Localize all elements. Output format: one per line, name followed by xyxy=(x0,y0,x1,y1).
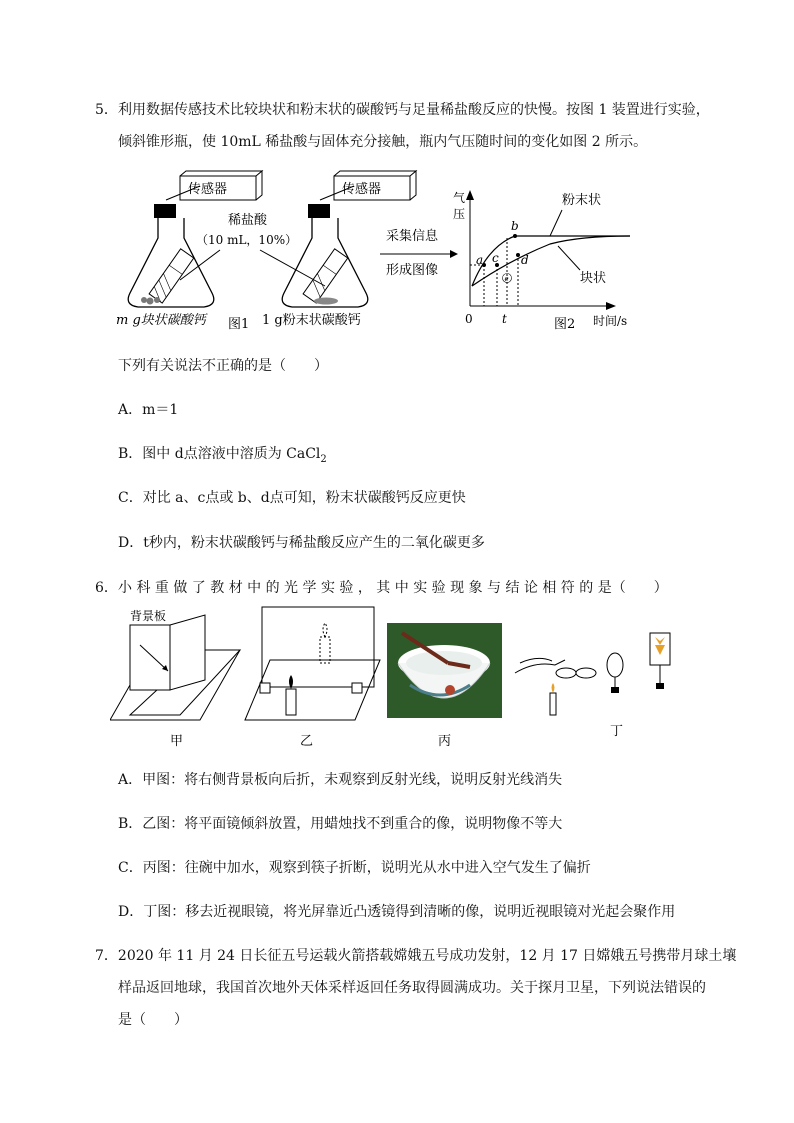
x-axis-label: 时间/s xyxy=(593,314,628,328)
q5-option-c: C．对比 a、c点或 b、d点可知，粉末状碳酸钙反应更快 xyxy=(118,490,466,506)
sensor-right-label: 传感器 xyxy=(342,182,382,197)
point-e-label: e xyxy=(504,275,509,283)
question-7-line1: 7．2020 年 11 月 24 日长征五号运载火箭搭载嫦娥五号成功发射，12 月 17 日嫦娥五号携带月球土壤 xyxy=(95,948,737,964)
left-flask-label: m g块状碳酸钙 xyxy=(116,313,206,328)
figure-bing-photo xyxy=(387,623,502,718)
sensor-left-label: 传感器 xyxy=(188,182,228,197)
question-5-line1: 利用数据传感技术比较块状和粉末状的碳酸钙与足量稀盐酸反应的快慢。按图 1 装置进行实验， xyxy=(118,102,710,118)
question-7-line2: 样品返回地球，我国首次地外天体采样返回任务取得圆满成功。关于探月卫星，下列说法错误的 xyxy=(118,980,706,996)
figure-2-label: 图2 xyxy=(554,317,576,332)
t-label: t xyxy=(502,312,507,326)
question-5-line2: 倾斜锥形瓶，使 10mL 稀盐酸与固体充分接触，瓶内气压随时间的变化如图 2 所示。 xyxy=(118,134,648,150)
figure-yi xyxy=(245,607,380,720)
question-7-line3: 是（ ） xyxy=(118,1012,188,1028)
question-6-stem: 小 科 重 做 了 教 材 中 的 光 学 实 验 ， 其 中 实 验 现 象 与 结 论 相 符 的 是（ ） xyxy=(118,580,668,596)
lump-label: 块状 xyxy=(580,271,607,286)
q5-option-b: B．图中 d点溶液中溶质为 CaCl$_2$ xyxy=(118,446,327,465)
right-flask-label: 1 g粉末状碳酸钙 xyxy=(262,313,361,328)
arrow-top-label: 采集信息 xyxy=(386,229,439,244)
y-axis-label-1: 气 xyxy=(453,191,466,205)
y-axis-label-2: 压 xyxy=(453,207,466,221)
label-yi: 乙 xyxy=(300,734,314,749)
figure-1-label: 图1 xyxy=(228,317,250,332)
figure-ding xyxy=(515,633,670,715)
q5-option-d: D．t秒内，粉末状碳酸钙与稀盐酸反应产生的二氧化碳更多 xyxy=(118,535,485,551)
q5-option-a: A．m＝1 xyxy=(118,402,179,418)
label-jia: 甲 xyxy=(170,734,184,749)
back-board-label: 背景板 xyxy=(130,609,167,623)
label-ding: 丁 xyxy=(610,724,624,739)
label-bing: 丙 xyxy=(438,734,452,749)
acid-label: 稀盐酸 xyxy=(228,213,268,228)
q6-option-a: A．甲图：将右侧背景板向后折，未观察到反射光线，说明反射光线消失 xyxy=(118,772,563,788)
pressure-graph xyxy=(453,190,630,332)
q6-option-b: B．乙图：将平面镜倾斜放置，用蜡烛找不到重合的像，说明物像不等大 xyxy=(118,816,563,832)
point-c-label: c xyxy=(492,251,499,265)
question-5-number: 5． xyxy=(95,102,118,118)
figure-jia xyxy=(110,608,240,720)
powder-label: 粉末状 xyxy=(562,193,602,208)
question-6-figure xyxy=(110,605,690,750)
arrow-bottom-label: 形成图像 xyxy=(386,263,439,278)
point-d-label: d xyxy=(521,253,529,267)
acid-spec: （10 mL，10%） xyxy=(196,233,298,247)
origin-label: 0 xyxy=(465,312,473,326)
point-b-label: b xyxy=(511,219,519,233)
q6-option-c: C．丙图：往碗中加水，观察到筷子折断，说明光从水中进入空气发生了偏折 xyxy=(118,860,591,876)
question-5-figure xyxy=(110,168,650,338)
point-a-label: a xyxy=(476,253,484,267)
q6-option-d: D．丁图：移去近视眼镜，将光屏靠近凸透镜得到清晰的像，说明近视眼镜对光起会聚作用 xyxy=(118,904,676,920)
question-6-number: 6． xyxy=(95,580,118,596)
question-5-prompt: 下列有关说法不正确的是（ ） xyxy=(118,358,328,374)
